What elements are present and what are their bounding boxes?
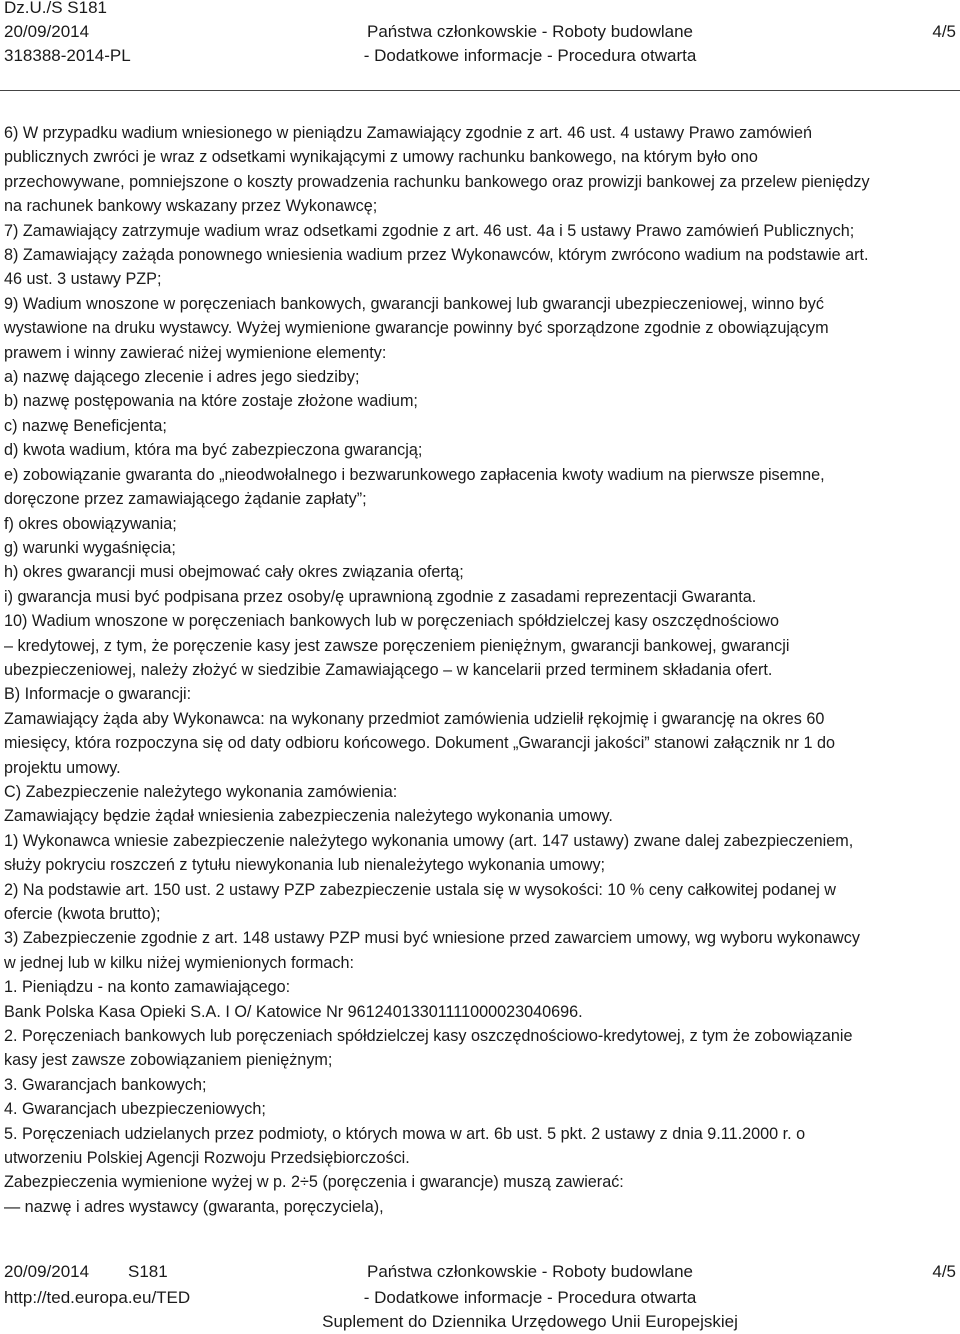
text-line: a) nazwę dającego zlecenie i adres jego siedziby; <box>4 368 360 387</box>
text-line: 3) Zabezpieczenie zgodnie z art. 148 ustawy PZP musi być wniesione przed zawarciem umowy, wg wyboru wykonawcy <box>4 929 860 948</box>
text-line: B) Informacje o gwarancji: <box>4 685 192 704</box>
text-line: — nazwę i adres wystawcy (gwaranta, poręczyciela), <box>4 1197 384 1216</box>
text-line: 8) Zamawiający zażąda ponownego wniesienia wadium przez Wykonawców, którym zwrócono wadium na podstawie art. <box>4 246 869 265</box>
text-line: ofercie (kwota brutto); <box>4 905 161 923</box>
text-line: 1) Wykonawca wniesie zabezpieczenie należytego wykonania umowy (art. 147 ustawy) zwane dalej zabezpieczeniem, <box>4 831 854 850</box>
text-line: 5. Poręczeniach udzielanych przez podmioty, o których mowa w art. 6b ust. 5 pkt. 2 ustawy z dnia 9.11.2000 r. o <box>4 1124 806 1143</box>
text-line: miesięcy, która rozpoczyna się od daty odbioru końcowego. Dokument „Gwarancji jakości” stanowi załącznik nr 1 do <box>4 734 836 753</box>
text-line: d) kwota wadium, która ma być zabezpieczona gwarancją; <box>4 441 423 460</box>
footer-date: 20/09/2014 <box>4 1262 90 1281</box>
text-line: b) nazwę postępowania na które zostaje złożone wadium; <box>4 392 418 411</box>
footer-title-line1: Państwa członkowskie - Roboty budowlane <box>366 1262 693 1281</box>
footer-series: S181 <box>128 1262 168 1281</box>
text-line: 2. Poręczeniach bankowych lub poręczeniach spółdzielczej kasy oszczędnościowo-kredytowej, z tym że zobowiązanie <box>4 1027 853 1046</box>
text-line: Zamawiający żąda aby Wykonawca: na wykonany przedmiot zamówienia udzielił rękojmię i gwarancję na okres 60 <box>4 709 825 728</box>
footer-page-number: 4/5 <box>932 1262 956 1281</box>
text-line: – kredytowej, z tym, że poręczenie kasy jest zawsze poręczeniem pieniężnym, gwarancji bankowej, gwarancji <box>4 636 790 655</box>
text-line: służy pokryciu roszczeń z tytułu niewykonania lub nienależytego wykonania umowy; <box>4 856 606 875</box>
text-line: ubezpieczeniowej, należy złożyć w siedzibie Zamawiającego – w kancelarii przed terminem składania ofert. <box>4 660 773 679</box>
text-line: Bank Polska Kasa Opieki S.A. I O/ Katowice Nr 96124013301111000023040696. <box>4 1002 583 1021</box>
text-line: publicznych zwróci je wraz z odsetkami wynikającymi z umowy rachunku bankowego, na którym było ono <box>4 148 758 167</box>
header-title-line1: Państwa członkowskie - Roboty budowlane <box>366 22 693 41</box>
text-line: 10) Wadium wnoszone w poręczeniach bankowych lub w poręczeniach spółdzielczej kasy oszczędnościowo <box>4 612 779 631</box>
footer-url: http://ted.europa.eu/TED <box>4 1288 191 1307</box>
text-line: przechowywane, pomniejszone o koszty prowadzenia rachunku bankowego oraz prowizji bankowej za przelew pieniędzy <box>4 172 870 191</box>
text-line: Zamawiający będzie żądał wniesienia zabezpieczenia należytego wykonania umowy. <box>4 807 613 826</box>
text-line: e) zobowiązanie gwaranta do „nieodwołalnego i bezwarunkowego zapłacenia kwoty wadium na pierwsze pisemne, <box>4 465 825 484</box>
text-line: 4. Gwarancjach ubezpieczeniowych; <box>4 1100 266 1119</box>
header-doc-id: 318388-2014-PL <box>4 46 131 65</box>
text-line: g) warunki wygaśnięcia; <box>4 538 176 557</box>
text-line: utworzeniu Polskiej Agencji Rozwoju Przedsiębiorczości. <box>4 1149 410 1168</box>
text-line: prawem i winny zawierać niżej wymienione elementy: <box>4 343 387 362</box>
text-line: 3. Gwarancjach bankowych; <box>4 1075 207 1094</box>
text-line: C) Zabezpieczenie należytego wykonania zamówienia: <box>4 782 398 801</box>
text-line: 6) W przypadku wadium wniesionego w pieniądzu Zamawiający zgodnie z art. 46 ust. 4 ustawy Prawo zamówień <box>4 124 812 142</box>
footer-title-line3: Suplement do Dziennika Urzędowego Unii Europejskiej <box>322 1312 738 1331</box>
page-header <box>0 0 960 70</box>
text-line: projektu umowy. <box>4 758 121 777</box>
text-line: i) gwarancja musi być podpisana przez osoby/ę uprawnioną zgodnie z zasadami reprezentacji Gwaranta. <box>4 587 757 606</box>
text-line: c) nazwę Beneficjenta; <box>4 416 167 435</box>
header-ref: Dz.U./S S181 <box>4 0 107 17</box>
text-line: na rachunek bankowy wskazany przez Wykonawcę; <box>4 197 378 216</box>
text-line: doręczone przez zamawiającego żądanie zapłaty”; <box>4 490 367 509</box>
text-line: 2) Na podstawie art. 150 ust. 2 ustawy PZP zabezpieczenie ustala się w wysokości: 10 % ceny całkowitej podanej w <box>4 880 836 899</box>
header-divider <box>0 90 960 91</box>
text-line: Zabezpieczenia wymienione wyżej w p. 2÷5 (poręczenia i gwarancje) muszą zawierać: <box>4 1173 624 1192</box>
footer-title-line2: - Dodatkowe informacje - Procedura otwarta <box>363 1288 697 1307</box>
text-line: 1. Pieniądzu - na konto zamawiającego: <box>4 978 291 997</box>
text-line: h) okres gwarancji musi obejmować cały okres związania ofertą; <box>4 563 464 582</box>
text-line: f) okres obowiązywania; <box>4 514 177 533</box>
header-date: 20/09/2014 <box>4 22 90 41</box>
text-line: 46 ust. 3 ustawy PZP; <box>4 270 162 289</box>
page-footer <box>0 1262 960 1334</box>
text-line: 7) Zamawiający zatrzymuje wadium wraz odsetkami zgodnie z art. 46 ust. 4a i 5 ustawy Prawo zamówień Publicznych; <box>4 221 855 240</box>
text-line: wystawione na druku wystawcy. Wyżej wymienione gwarancje powinny być sporządzone zgodnie z obowiązującym <box>4 319 829 338</box>
text-line: 9) Wadium wnoszone w poręczeniach bankowych, gwarancji bankowej lub gwarancji ubezpieczeniowej, winno być <box>4 294 824 313</box>
header-page-number: 4/5 <box>932 22 956 41</box>
document-body <box>4 121 956 1219</box>
text-line: kasy jest zawsze zobowiązaniem pieniężnym; <box>4 1051 333 1070</box>
text-line: w jednej lub w kilku niżej wymienionych formach: <box>4 953 354 972</box>
header-title-line2: - Dodatkowe informacje - Procedura otwarta <box>363 46 697 65</box>
